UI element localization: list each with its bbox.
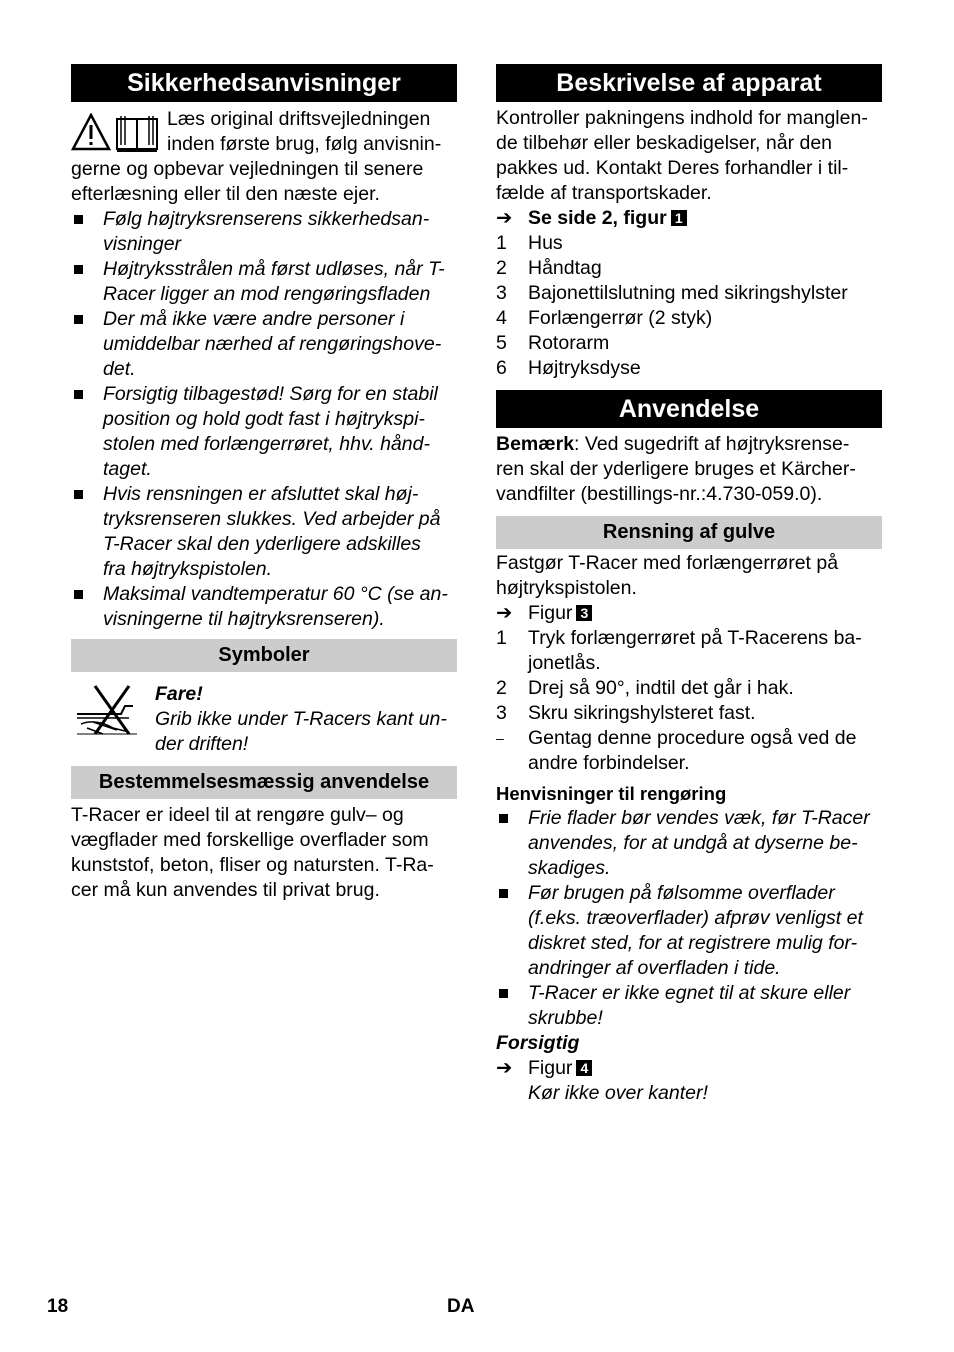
heading-intended-use: Bestemmelsesmæssig anvendelse (71, 766, 457, 799)
bullet-square-icon (74, 315, 83, 324)
list-item: 3 Bajonettilslutning med sikringshylster (496, 282, 848, 304)
see-page-reference: ➔ Se side 2, figur 1 (496, 206, 882, 231)
cleaning-bullet-list (496, 806, 882, 1031)
edges-warning: Kør ikke over kanter! (528, 1082, 708, 1104)
heading-description: Beskrivelse af apparat (496, 64, 882, 102)
cleaning-hints-heading: Henvisninger til rengøring (496, 783, 727, 804)
bullet-square-icon (74, 490, 83, 499)
bullet-square-icon (499, 989, 508, 998)
list-item: 1 Hus (496, 232, 563, 254)
list-item: 6 Højtryksdyse (496, 357, 641, 379)
figure-number-badge: 3 (576, 605, 592, 621)
figure-reference: ➔ Figur 4 Kør ikke over kanter! (496, 1056, 882, 1106)
no-hand-under-edge-icon (73, 684, 141, 740)
list-item: 3 Skru sikringshylsteret fast. (496, 702, 756, 724)
right-column (496, 64, 882, 1106)
bullet-square-icon (499, 889, 508, 898)
arrow-right-icon: ➔ (496, 602, 513, 624)
list-item: Hvis rensningen er afsluttet skal høj- tryksrenseren slukkes. Ved arbejder på T-Racer skal den yderligere adskilles fra højtrykspistolen. (71, 482, 457, 582)
list-item: Der må ikke være andre personer i umiddelbar nærhed af rengøringshove- det. (71, 307, 457, 382)
list-item: 2 Håndtag (496, 257, 602, 279)
list-item: Frie flader bør vendes væk, før T-Racer anvendes, for at undgå at dyserne be- skadiges. (496, 806, 882, 881)
list-item: – Gentag denne procedure også ved de andre forbindelser. (496, 727, 857, 774)
list-item: Før brugen på følsomme overflader (f.eks. træoverflader) afprøv venligst et diskret sted, for at registrere mulig for- andringer af overfladen i tide. (496, 881, 882, 981)
symbol-title: Fare! (155, 683, 203, 705)
list-item: 4 Forlængerrør (2 styk) (496, 307, 713, 329)
caution-label: Forsigtig (496, 1032, 580, 1054)
list-item: 5 Rotorarm (496, 332, 610, 354)
list-item: Maksimal vandtemperatur 60 °C (se an- visningerne til højtryksrenseren). (71, 582, 457, 632)
list-item: 1 Tryk forlængerrøret på T-Racerens ba- jonetlås. (496, 627, 862, 674)
symbol-danger: Fare! Grib ikke under T-Racers kant un- der driften! (71, 682, 457, 757)
list-item: 2 Drej så 90°, indtil det går i hak. (496, 677, 794, 699)
left-column (71, 64, 457, 903)
figure-reference: ➔ Figur 3 (496, 601, 882, 626)
arrow-right-icon: ➔ (496, 207, 513, 229)
intended-use-text: T-Racer er ideel til at rengøre gulv– og vægflader med forskellige overflader som kunststof, beton, fliser og natursten. T-Ra- cer må kun anvendes til privat brug. (71, 804, 434, 901)
figure-number-badge: 1 (671, 210, 687, 226)
safety-bullet-list (71, 207, 457, 632)
figure-number-badge: 4 (576, 1060, 592, 1076)
intro-line: Læs original driftsvejledningen (167, 108, 431, 130)
warning-triangle-book-icon (71, 113, 163, 153)
intro-line: inden første brug, følg anvisnin- (167, 133, 442, 155)
note-text: Bemærk: Ved sugedrift af højtryksrense- ren skal der yderligere bruges et Kärcher- vandfilter (bestillings-nr.:4.730-059.0). (496, 433, 856, 505)
bullet-square-icon (74, 590, 83, 599)
language-code: DA (447, 1296, 475, 1317)
list-item: Følg højtryksrenserens sikkerhedsan- visninger (71, 207, 457, 257)
list-item: T-Racer er ikke egnet til at skure eller skrubbe! (496, 981, 882, 1031)
description-text: Kontroller pakningens indhold for manglen- de tilbehør eller beskadigelser, når den pakkes ud. Kontakt Deres forhandler i til- fælde af transportskader. (496, 107, 868, 204)
intro-line: efterlæsning eller til den næste ejer. (71, 183, 380, 205)
bullet-square-icon (74, 215, 83, 224)
bullet-square-icon (499, 814, 508, 823)
bullet-square-icon (74, 265, 83, 274)
heading-usage: Anvendelse (496, 390, 882, 428)
intro-line: gerne og opbevar vejledningen til senere (71, 158, 424, 180)
arrow-right-icon: ➔ (496, 1057, 513, 1079)
floors-text: Fastgør T-Racer med forlængerrøret på højtrykspistolen. (496, 552, 839, 599)
list-item: Højtryksstrålen må først udløses, når T- Racer ligger an mod rengøringsfladen (71, 257, 457, 307)
heading-safety: Sikkerhedsanvisninger (71, 64, 457, 102)
list-item: Forsigtig tilbagestød! Sørg for en stabil position og hold godt fast i højtrykspi- stolen med forlængerrøret, hhv. hånd- taget. (71, 382, 457, 482)
page-number: 18 (47, 1296, 69, 1317)
heading-symbols: Symboler (71, 639, 457, 672)
steps-list (496, 626, 882, 776)
bullet-square-icon (74, 390, 83, 399)
heading-floor-cleaning: Rensning af gulve (496, 516, 882, 549)
parts-list (496, 231, 882, 381)
safety-intro (71, 107, 457, 207)
warning-manual-icons (71, 113, 163, 153)
